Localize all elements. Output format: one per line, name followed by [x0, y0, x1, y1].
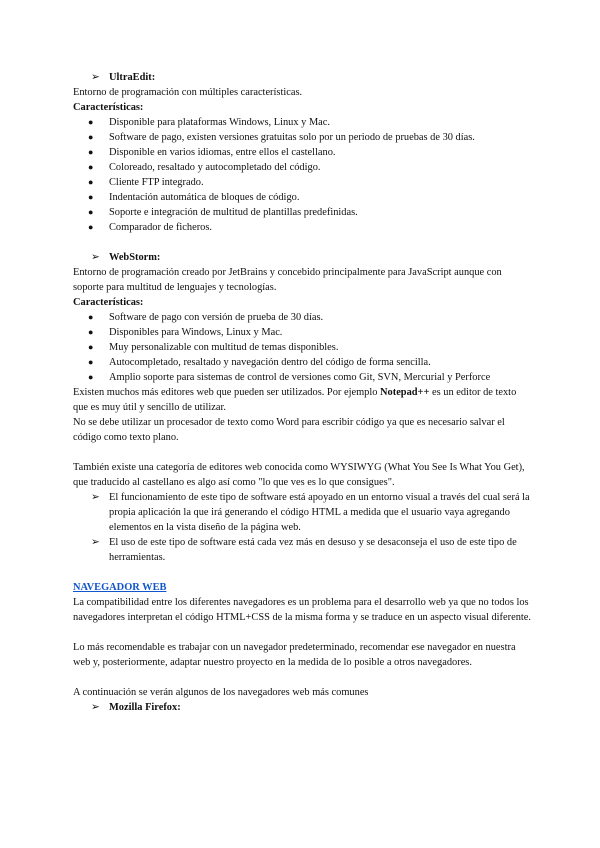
- list-item: [73, 145, 533, 160]
- list-item-text: Muy personalizable con multitud de temas disponibles.: [109, 342, 339, 353]
- list-item-text: Cliente FTP integrado.: [109, 177, 204, 188]
- arrow-icon: ➢: [91, 492, 100, 503]
- bullet-icon: ●: [88, 327, 94, 337]
- wysiwyg-intro: También existe una categoría de editores web conocida como WYSIWYG (What You See Is What You Get), que traducido al castellano es algo así como "lo que ves es lo que consigues".: [73, 462, 525, 488]
- list-item-text: Coloreado, resaltado y autocompletado del código.: [109, 162, 321, 173]
- list-item: [73, 370, 533, 385]
- browser-paragraph-1: La compatibilidad entre los diferentes navegadores es un problema para el desarrollo web ya que no todos los navegadores interpretan el código HTML+CSS de la misma forma y se traduce en un aspecto visual diferente.: [73, 597, 531, 623]
- arrow-icon: ➢: [91, 252, 100, 263]
- bullet-icon: ●: [88, 132, 94, 142]
- webstorm-feature-list: [73, 310, 533, 385]
- list-item-text: Autocompletado, resaltado y navegación dentro del código de forma sencilla.: [109, 357, 431, 368]
- ultraedit-description: Entorno de programación con múltiples características.: [73, 87, 303, 98]
- list-item-text: Disponibles para Windows, Linux y Mac.: [109, 327, 283, 338]
- list-item: [73, 355, 533, 370]
- arrow-icon: ➢: [91, 702, 100, 713]
- list-item: [73, 175, 533, 190]
- wysiwyg-point: ➢ El uso de este tipo de software está cada vez más en desuso y se desaconseja el uso de este tipo de herramientas.: [91, 537, 517, 563]
- list-item-text: Comparador de ficheros.: [109, 222, 213, 233]
- other-editors-note: Existen muchos más editores web que pueden ser utilizados. Por ejemplo Notepad++ es un editor de texto que es muy útil y sencillo de utilizar.: [73, 387, 517, 413]
- ultraedit-heading: [73, 70, 533, 85]
- bullet-icon: ●: [88, 177, 94, 187]
- list-item: [73, 115, 533, 130]
- list-item: [73, 325, 533, 340]
- list-item-text: Amplio soporte para sistemas de control de versiones como Git, SVN, Mercurial y Perforce: [109, 372, 491, 383]
- bullet-icon: ●: [88, 312, 94, 322]
- bullet-icon: ●: [88, 342, 94, 352]
- webstorm-description: Entorno de programación creado por JetBrains y concebido principalmente para JavaScript aunque con soporte para multitud de lenguajes y tecnologías.: [73, 267, 502, 293]
- list-item-text: Soporte e integración de multitud de plantillas predefinidas.: [109, 207, 358, 218]
- webstorm-heading: [73, 250, 533, 265]
- page-content: [73, 70, 533, 715]
- bullet-icon: ●: [88, 117, 94, 127]
- list-item: [73, 205, 533, 220]
- bullet-icon: ●: [88, 207, 94, 217]
- list-item-text: Indentación automática de bloques de código.: [109, 192, 300, 203]
- bullet-icon: ●: [88, 372, 94, 382]
- ultraedit-title: UltraEdit:: [109, 72, 156, 83]
- list-item: [73, 220, 533, 235]
- wysiwyg-point: ➢ El funcionamiento de este tipo de software está apoyado en un entorno visual a través del cual será la propia aplicación la que irá generando el código HTML a medida que el usuario vaya agregando elementos en la vista diseño de la página web.: [91, 492, 530, 533]
- list-item: [73, 190, 533, 205]
- firefox-title: Mozilla Firefox:: [109, 702, 181, 713]
- bullet-icon: ●: [88, 147, 94, 157]
- bullet-icon: ●: [88, 222, 94, 232]
- list-item-text: Disponible en varios idiomas, entre ellos el castellano.: [109, 147, 336, 158]
- ultraedit-features-label: Características:: [73, 102, 144, 113]
- bullet-icon: ●: [88, 162, 94, 172]
- arrow-icon: ➢: [91, 537, 100, 548]
- ultraedit-feature-list: [73, 115, 533, 235]
- word-processor-note: No se debe utilizar un procesador de texto como Word para escribir código ya que es necesario salvar el código como texto plano.: [73, 417, 505, 443]
- webstorm-features-label: Características:: [73, 297, 144, 308]
- list-item: [73, 310, 533, 325]
- browser-paragraph-2: Lo más recomendable es trabajar con un navegador predeterminado, recomendar ese navegador en nuestra web y, posteriormente, adaptar nuestro proyecto en la medida de lo posible a otros navegadores.: [73, 642, 516, 668]
- list-item: [73, 160, 533, 175]
- list-item: [73, 340, 533, 355]
- list-item-text: Software de pago con versión de prueba de 30 días.: [109, 312, 324, 323]
- list-item-text: Disponible para plataformas Windows, Linux y Mac.: [109, 117, 331, 128]
- navegador-web-heading-link[interactable]: NAVEGADOR WEB: [73, 582, 167, 593]
- arrow-icon: ➢: [91, 72, 100, 83]
- firefox-heading: [73, 700, 533, 715]
- list-item-text: Software de pago, existen versiones gratuitas solo por un periodo de pruebas de 30 días.: [109, 132, 475, 143]
- browser-paragraph-3: A continuación se verán algunos de los navegadores web más comunes: [73, 687, 369, 698]
- notepad-plus-plus: Notepad++: [380, 387, 430, 398]
- list-item: [73, 130, 533, 145]
- bullet-icon: ●: [88, 192, 94, 202]
- webstorm-title: WebStorm:: [109, 252, 161, 263]
- bullet-icon: ●: [88, 357, 94, 367]
